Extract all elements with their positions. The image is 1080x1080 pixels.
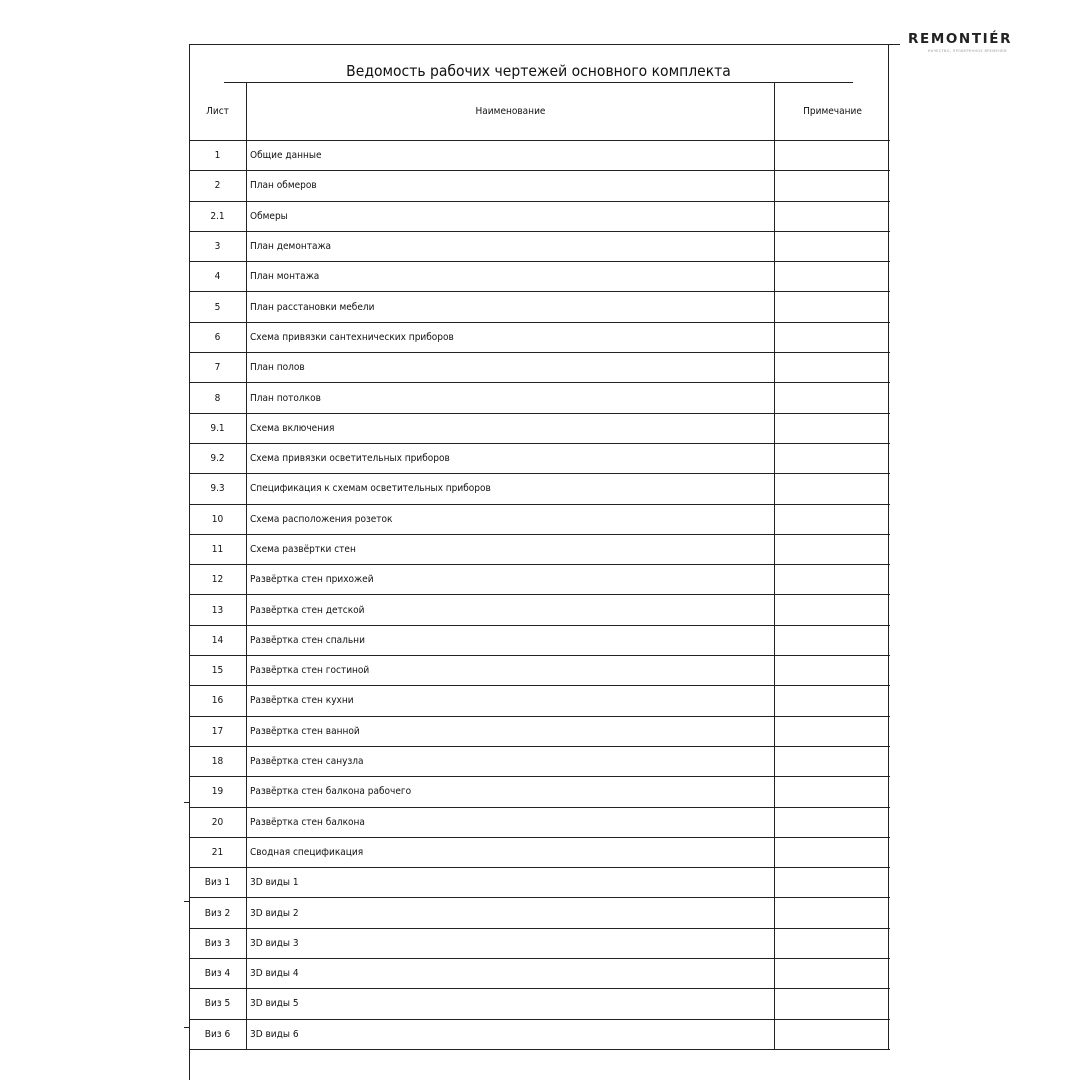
table-row bbox=[189, 928, 890, 958]
cell-sheet-number: 2.1 bbox=[189, 201, 247, 231]
cell-sheet-number: 14 bbox=[189, 625, 247, 655]
cell-note bbox=[775, 868, 891, 898]
table-row bbox=[189, 201, 890, 231]
cell-drawing-name: Сводная спецификация bbox=[247, 837, 775, 867]
cell-drawing-name: План полов bbox=[247, 353, 775, 383]
table-row bbox=[189, 686, 890, 716]
table-row bbox=[189, 383, 890, 413]
cell-drawing-name: Развёртка стен гостиной bbox=[247, 656, 775, 686]
cell-drawing-name: План расстановки мебели bbox=[247, 292, 775, 322]
cell-drawing-name: Спецификация к схемам осветительных приборов bbox=[247, 474, 775, 504]
cell-drawing-name: Развёртка стен балкона bbox=[247, 807, 775, 837]
drawing-sheet bbox=[189, 44, 889, 1050]
cell-sheet-number: 15 bbox=[189, 656, 247, 686]
cell-sheet-number: 1 bbox=[189, 141, 247, 171]
cell-note bbox=[775, 716, 891, 746]
cell-sheet-number: 9.1 bbox=[189, 413, 247, 443]
cell-drawing-name: Схема развёртки стен bbox=[247, 534, 775, 564]
table-row bbox=[189, 868, 890, 898]
cell-note bbox=[775, 474, 891, 504]
cell-note bbox=[775, 565, 891, 595]
cell-note bbox=[775, 353, 891, 383]
cell-sheet-number: 3 bbox=[189, 231, 247, 261]
cell-note bbox=[775, 656, 891, 686]
table-row bbox=[189, 474, 890, 504]
table-row bbox=[189, 746, 890, 776]
cell-note bbox=[775, 928, 891, 958]
cell-sheet-number: 19 bbox=[189, 777, 247, 807]
table-row bbox=[189, 534, 890, 564]
cell-note bbox=[775, 534, 891, 564]
table-row bbox=[189, 322, 890, 352]
cell-sheet-number: 2 bbox=[189, 171, 247, 201]
cell-note bbox=[775, 686, 891, 716]
cell-drawing-name: Развёртка стен ванной bbox=[247, 716, 775, 746]
cell-sheet-number: 7 bbox=[189, 353, 247, 383]
cell-drawing-name: Развёртка стен кухни bbox=[247, 686, 775, 716]
cell-sheet-number: Виз 1 bbox=[189, 868, 247, 898]
table-row bbox=[189, 413, 890, 443]
cell-note bbox=[775, 625, 891, 655]
table-row bbox=[189, 231, 890, 261]
cell-drawing-name: 3D виды 1 bbox=[247, 868, 775, 898]
cell-note bbox=[775, 989, 891, 1019]
cell-note bbox=[775, 292, 891, 322]
table-row bbox=[189, 898, 890, 928]
cell-sheet-number: 17 bbox=[189, 716, 247, 746]
cell-drawing-name: План монтажа bbox=[247, 262, 775, 292]
cell-drawing-name: Развёртка стен детской bbox=[247, 595, 775, 625]
cell-note bbox=[775, 777, 891, 807]
cell-sheet-number: 11 bbox=[189, 534, 247, 564]
cell-drawing-name: 3D виды 4 bbox=[247, 959, 775, 989]
table-row bbox=[189, 1019, 890, 1049]
cell-sheet-number: Виз 2 bbox=[189, 898, 247, 928]
table-row bbox=[189, 171, 890, 201]
cell-note bbox=[775, 383, 891, 413]
cell-note bbox=[775, 443, 891, 473]
cell-sheet-number: 9.2 bbox=[189, 443, 247, 473]
cell-sheet-number: 5 bbox=[189, 292, 247, 322]
cell-sheet-number: 9.3 bbox=[189, 474, 247, 504]
cell-drawing-name: План демонтажа bbox=[247, 231, 775, 261]
cell-sheet-number: 6 bbox=[189, 322, 247, 352]
cell-drawing-name: Обмеры bbox=[247, 201, 775, 231]
cell-sheet-number: 13 bbox=[189, 595, 247, 625]
cell-note bbox=[775, 141, 891, 171]
brand-logo bbox=[908, 31, 1048, 53]
cell-note bbox=[775, 1019, 891, 1049]
cell-sheet-number: Виз 5 bbox=[189, 989, 247, 1019]
table-row bbox=[189, 353, 890, 383]
cell-drawing-name: Развёртка стен спальни bbox=[247, 625, 775, 655]
brand-tagline: КАЧЕСТВО, ПРОВЕРЕННОЕ ВРЕМЕНЕМ bbox=[928, 49, 1007, 53]
table-row bbox=[189, 837, 890, 867]
cell-note bbox=[775, 898, 891, 928]
cell-note bbox=[775, 322, 891, 352]
table-row bbox=[189, 959, 890, 989]
table-row bbox=[189, 595, 890, 625]
table-row bbox=[189, 777, 890, 807]
drawings-table bbox=[189, 83, 890, 1050]
cell-sheet-number: 16 bbox=[189, 686, 247, 716]
cell-sheet-number: Виз 3 bbox=[189, 928, 247, 958]
cell-sheet-number: Виз 6 bbox=[189, 1019, 247, 1049]
cell-drawing-name: Схема включения bbox=[247, 413, 775, 443]
table-header-row bbox=[189, 83, 890, 141]
table-row bbox=[189, 625, 890, 655]
table-row bbox=[189, 504, 890, 534]
cell-sheet-number: 18 bbox=[189, 746, 247, 776]
cell-note bbox=[775, 201, 891, 231]
cell-note bbox=[775, 504, 891, 534]
table-row bbox=[189, 716, 890, 746]
cell-sheet-number: Виз 4 bbox=[189, 959, 247, 989]
cell-drawing-name: Схема привязки осветительных приборов bbox=[247, 443, 775, 473]
table-row bbox=[189, 262, 890, 292]
cell-note bbox=[775, 746, 891, 776]
column-header-name: Наименование bbox=[247, 83, 775, 141]
cell-drawing-name: Развёртка стен балкона рабочего bbox=[247, 777, 775, 807]
table-row bbox=[189, 443, 890, 473]
table-row bbox=[189, 565, 890, 595]
cell-drawing-name: 3D виды 6 bbox=[247, 1019, 775, 1049]
cell-sheet-number: 4 bbox=[189, 262, 247, 292]
cell-drawing-name: Схема привязки сантехнических приборов bbox=[247, 322, 775, 352]
cell-sheet-number: 12 bbox=[189, 565, 247, 595]
cell-drawing-name: План потолков bbox=[247, 383, 775, 413]
cell-note bbox=[775, 231, 891, 261]
brand-name: REMONTIÉR bbox=[908, 31, 1013, 47]
cell-note bbox=[775, 413, 891, 443]
cell-drawing-name: Развёртка стен санузла bbox=[247, 746, 775, 776]
cell-sheet-number: 20 bbox=[189, 807, 247, 837]
cell-drawing-name: 3D виды 5 bbox=[247, 989, 775, 1019]
cell-drawing-name: Схема расположения розеток bbox=[247, 504, 775, 534]
column-header-sheet: Лист bbox=[189, 83, 247, 141]
cell-sheet-number: 10 bbox=[189, 504, 247, 534]
cell-note bbox=[775, 171, 891, 201]
cell-drawing-name: План обмеров bbox=[247, 171, 775, 201]
cell-drawing-name: 3D виды 2 bbox=[247, 898, 775, 928]
cell-note bbox=[775, 807, 891, 837]
cell-sheet-number: 8 bbox=[189, 383, 247, 413]
table-row bbox=[189, 656, 890, 686]
table-row bbox=[189, 141, 890, 171]
cell-drawing-name: 3D виды 3 bbox=[247, 928, 775, 958]
cell-drawing-name: Развёртка стен прихожей bbox=[247, 565, 775, 595]
table-row bbox=[189, 807, 890, 837]
cell-sheet-number: 21 bbox=[189, 837, 247, 867]
cell-note bbox=[775, 837, 891, 867]
table-row bbox=[189, 989, 890, 1019]
cell-note bbox=[775, 262, 891, 292]
cell-note bbox=[775, 595, 891, 625]
cell-drawing-name: Общие данные bbox=[247, 141, 775, 171]
cell-note bbox=[775, 959, 891, 989]
column-header-note: Примечание bbox=[775, 83, 891, 141]
document-title: Ведомость рабочих чертежей основного комплекта bbox=[224, 44, 853, 83]
table-row bbox=[189, 292, 890, 322]
